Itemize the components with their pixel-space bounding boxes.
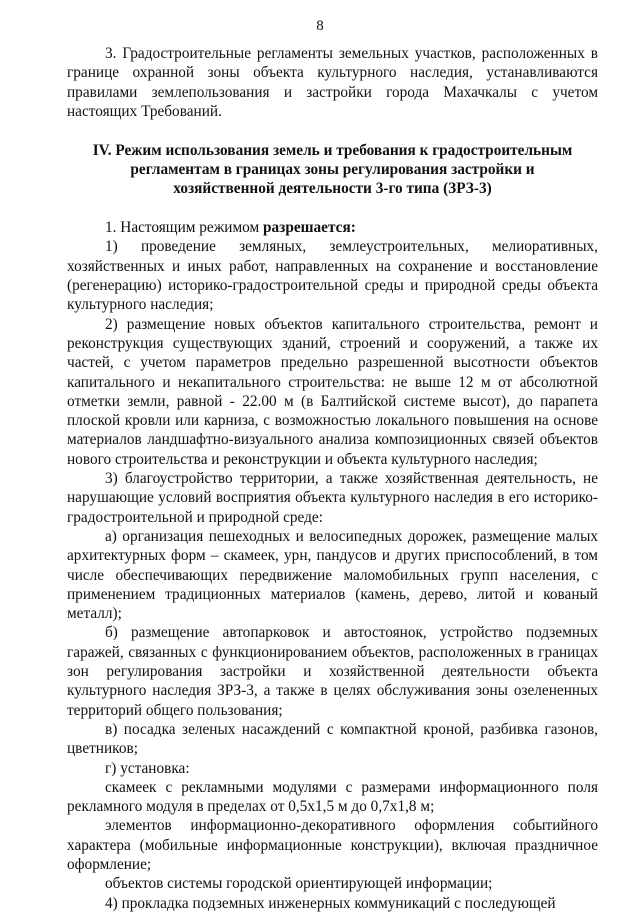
intro-paragraph: 3. Градостроительные регламенты земельных участков, расположенных в границе охранной зоны объекта культурного наследия, устанавливаются правилами землепользования и застройки города Махачкалы с учетом настоящих Требований. xyxy=(67,45,598,120)
section-heading-line-1: IV. Режим использования земель и требования к градостроительным xyxy=(92,142,573,160)
list-item-3a: а) организация пешеходных и велосипедных дорожек, размещение малых архитектурных форм – скамеек, урн, пандусов и других приспособлений, в том числе обеспечивающих передвижение маломобильных групп населения, с применением традиционных материалов (камень, дерево, литой и кованый металл); xyxy=(67,527,598,623)
section-intro-prefix: 1. Настоящим режимом xyxy=(105,219,264,237)
list-item-1: 1) проведение земляных, землеустроительных, мелиоративных, хозяйственных и иных работ, направленных на сохранение и восстановление (регенерацию) историко-градостроительной среды и природной среды объекта культурного наследия; xyxy=(67,238,598,314)
list-item-3g-benches: скамеек с рекламными модулями с размерами информационного поля рекламного модуля в пределах от 0,5х1,5 м до 0,7х1,8 м; xyxy=(67,778,598,816)
list-item-3g-decor: элементов информационно-декоративного оформления событийного характера (мобильные информационные конструкции), включая праздничное оформление; xyxy=(67,817,598,873)
section-heading-line-2: регламентам в границах зоны регулирования застройки и xyxy=(130,161,535,179)
list-item-3: 3) благоустройство территории, а также хозяйственная деятельность, не нарушающие условий восприятия объекта культурного наследия в его историко-градостроительной и природной среде: xyxy=(67,470,598,526)
section-intro-emphasis: разрешается: xyxy=(263,219,356,237)
list-item-3b: б) размещение автопарковок и автостоянок, устройство подземных гаражей, связанных с функционированием объектов, расположенных в границах зон регулирования застройки и хозяйственной деятельности объекта культурного наследия ЗРЗ-3, а также в целях обслуживания зоны озелененных территорий общего пользования; xyxy=(67,624,598,719)
list-item-3g: г) установка: xyxy=(105,759,190,777)
page-number: 8 xyxy=(316,18,324,34)
list-item-3v: в) посадка зеленых насаждений с компактной кроной, разбивка газонов, цветников; xyxy=(67,720,598,758)
section-heading-line-3: хозяйственной деятельности 3-го типа (ЗРЗ-3) xyxy=(173,180,492,198)
document-body xyxy=(67,44,598,913)
list-item-3g-navigation: объектов системы городской ориентирующей информации; xyxy=(105,875,493,893)
list-item-2: 2) размещение новых объектов капитального строительства, ремонт и реконструкция существующих зданий, строений и сооружений, а также их частей, с учетом параметров предельно разрешенной высотности объектов капитального и некапитального строительства: не выше 12 м от абсолютной отметки земли, равной - 22.00 м (в Балтийской системе высот), до парапета плоской кровли или карниза, с возможностью локального повышения на основе материалов ландшафтно-визуального анализа композиционных связей объектов нового строительства и реконструкции и объекта культурного наследия; xyxy=(67,315,598,468)
list-item-4: 4) прокладка подземных инженерных коммуникаций с последующей xyxy=(105,894,556,912)
section-intro xyxy=(67,218,598,237)
section-heading xyxy=(67,141,598,198)
